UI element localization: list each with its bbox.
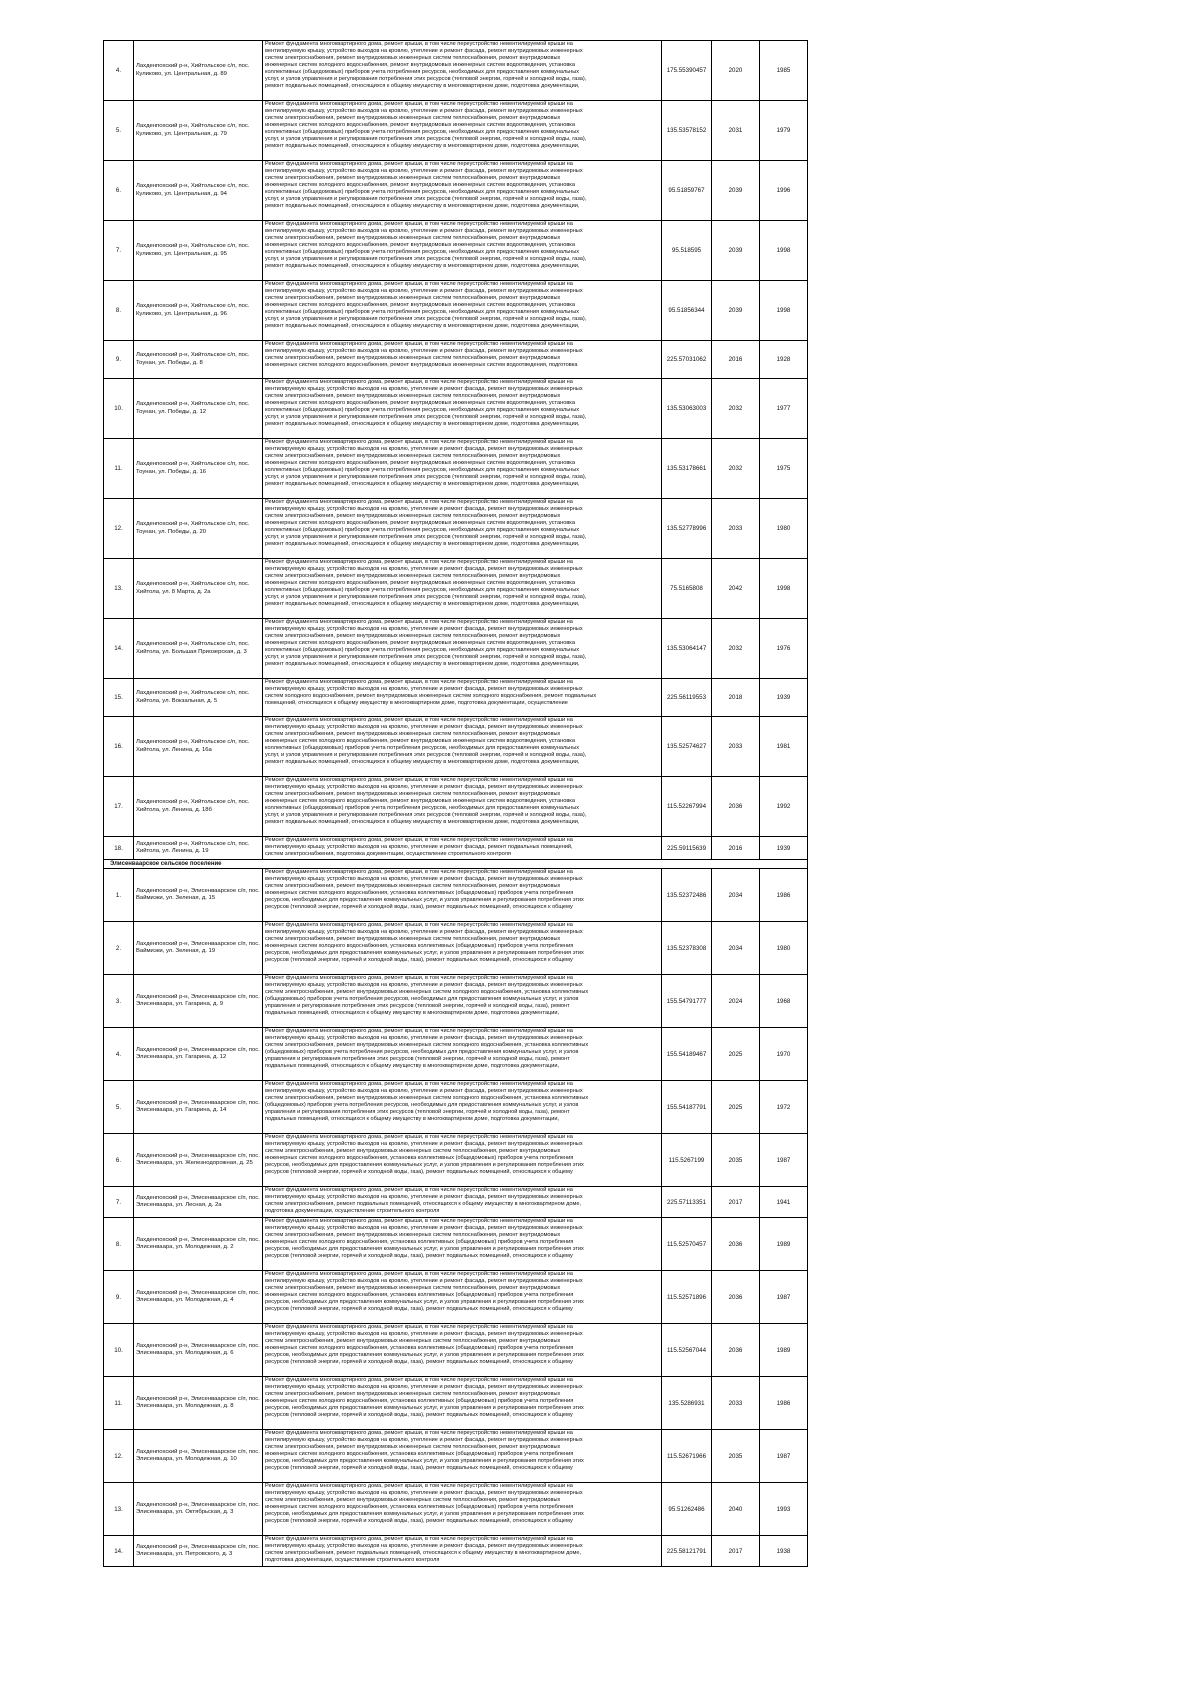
build-year-cell: 1989: [760, 1218, 808, 1271]
cost-cell: 115.52567044: [662, 1324, 712, 1377]
table-row: [104, 1536, 808, 1567]
row-number: 8.: [104, 1218, 134, 1271]
build-year-cell: 1998: [760, 281, 808, 341]
row-number: 15.: [104, 679, 134, 717]
row-number: 9.: [104, 341, 134, 379]
row-number: 7.: [104, 221, 134, 281]
table-row: [104, 1028, 808, 1081]
works-description-cell: Ремонт фундамента многоквартирного дома, ремонт крыши, в том числе переустройство невентилируемой крыши на вентилируемую крышу, устройство выходов на кровлю, утепление и ремонт фасада, ремонт внутридомовых инженерных систем электроснабжения, ремонт внутридомовых инженерных систем теплоснабжения, ремонт внутридомовых инженерных систем холодного водоснабжения, ремонт внутридомовых инженерных систем водоотведения, установка коллективных (общедомовых) приборов учета потребления ресурсов, необходимых для предоставления коммунальных услуг, и узлов управления и регулирования потребления этих ресурсов (тепловой энергии, горячей и холодной воды, газа), ремонт подвальных помещений, относящихся к общему имуществу в многоквартирном доме, подготовка документации,: [263, 101, 662, 161]
planned-year-cell: 2017: [712, 1187, 760, 1218]
planned-year-cell: 2036: [712, 1271, 760, 1324]
table-row: [104, 341, 808, 379]
cost-cell: 225.57031062: [662, 341, 712, 379]
cost-cell: 155.54189467: [662, 1028, 712, 1081]
table-row: [104, 1377, 808, 1430]
works-description-cell: Ремонт фундамента многоквартирного дома, ремонт крыши, в том числе переустройство невентилируемой крыши на вентилируемую крышу, устройство выходов на кровлю, утепление и ремонт фасада, ремонт внутридомовых инженерных систем электроснабжения, ремонт внутридомовых инженерных систем теплоснабжения, ремонт внутридомовых инженерных систем холодного водоснабжения, установка коллективных (общедомовых) приборов учета потребления ресурсов, необходимых для предоставления коммунальных услуг, и узлов управления и регулирования потребления этих ресурсов (тепловой энергии, горячей и холодной воды, газа), ремонт подвальных помещений, относящихся к общему: [263, 1483, 662, 1536]
works-description-cell: Ремонт фундамента многоквартирного дома, ремонт крыши, в том числе переустройство невентилируемой крыши на вентилируемую крышу, устройство выходов на кровлю, утепление и ремонт фасада, ремонт внутридомовых инженерных систем электроснабжения, ремонт подвальных помещений, относящихся к общему имуществу в многоквартирном доме, подготовка документации, осуществление строительного контроля: [263, 1187, 662, 1218]
build-year-cell: 1928: [760, 341, 808, 379]
row-number: 5.: [104, 1081, 134, 1134]
works-description-cell: Ремонт фундамента многоквартирного дома, ремонт крыши, в том числе переустройство невентилируемой крыши на вентилируемую крышу, устройство выходов на кровлю, утепление и ремонт фасада, ремонт внутридомовых инженерных систем электроснабжения, ремонт внутридомовых инженерных систем теплоснабжения, ремонт внутридомовых инженерных систем холодного водоснабжения, ремонт внутридомовых инженерных систем водоотведения, установка коллективных (общедомовых) приборов учета потребления ресурсов, необходимых для предоставления коммунальных услуг, и узлов управления и регулирования потребления этих ресурсов (тепловой энергии, горячей и холодной воды, газа), ремонт подвальных помещений, относящихся к общему имуществу в многоквартирном доме, подготовка документации,: [263, 41, 662, 101]
cost-cell: 95.51859767: [662, 161, 712, 221]
works-description-cell: Ремонт фундамента многоквартирного дома, ремонт крыши, в том числе переустройство невентилируемой крыши на вентилируемую крышу, устройство выходов на кровлю, утепление и ремонт фасада, ремонт внутридомовых инженерных систем электроснабжения, ремонт внутридомовых инженерных систем теплоснабжения, ремонт внутридомовых инженерных систем холодного водоснабжения, установка коллективных (общедомовых) приборов учета потребления ресурсов, необходимых для предоставления коммунальных услуг, и узлов управления и регулирования потребления этих ресурсов (тепловой энергии, горячей и холодной воды, газа), ремонт подвальных помещений, относящихся к общему: [263, 1271, 662, 1324]
table-row: [104, 1081, 808, 1134]
row-number: 7.: [104, 1187, 134, 1218]
address-cell: Лахденпохский р-н, Хийтольское с/п, пос. Тоунан, ул. Победы, д. 12: [134, 379, 263, 439]
row-number: 11.: [104, 439, 134, 499]
build-year-cell: 1987: [760, 1134, 808, 1187]
cost-cell: 135.53063003: [662, 379, 712, 439]
address-cell: Лахденпохский р-н, Хийтольское с/п, пос. Куликово, ул. Центральная, д. 95: [134, 221, 263, 281]
planned-year-cell: 2036: [712, 1324, 760, 1377]
table-row: [104, 379, 808, 439]
cost-cell: 115.5267199: [662, 1134, 712, 1187]
address-cell: Лахденпохский р-н, Элисенваарское с/п, пос. Элисенваара, ул. Молодежная, д. 10: [134, 1430, 263, 1483]
address-cell: Лахденпохский р-н, Хийтольское с/п, пос. Куликово, ул. Центральная, д. 79: [134, 101, 263, 161]
cost-cell: 115.52570457: [662, 1218, 712, 1271]
table-row: [104, 1187, 808, 1218]
row-number: 14.: [104, 1536, 134, 1567]
cost-cell: 225.56119553: [662, 679, 712, 717]
address-cell: Лахденпохский р-н, Хийтольское с/п, пос. Тоунан, ул. Победы, д. 20: [134, 499, 263, 559]
table-row: [104, 559, 808, 619]
table-row: [104, 499, 808, 559]
cost-cell: 225.57113351: [662, 1187, 712, 1218]
works-description-cell: Ремонт фундамента многоквартирного дома, ремонт крыши, в том числе переустройство невентилируемой крыши на вентилируемую крышу, устройство выходов на кровлю, утепление и ремонт фасада, ремонт внутридомовых инженерных систем электроснабжения, ремонт внутридомовых инженерных систем теплоснабжения, ремонт внутридомовых инженерных систем холодного водоснабжения, установка коллективных (общедомовых) приборов учета потребления ресурсов, необходимых для предоставления коммунальных услуг, и узлов управления и регулирования потребления этих ресурсов (тепловой энергии, горячей и холодной воды, газа), ремонт подвальных помещений, относящихся к общему: [263, 869, 662, 922]
table-body-elisenvaara: [104, 869, 808, 1567]
cost-cell: 155.54791777: [662, 975, 712, 1028]
planned-year-cell: 2031: [712, 101, 760, 161]
table-row: [104, 717, 808, 777]
row-number: 12.: [104, 499, 134, 559]
works-description-cell: Ремонт фундамента многоквартирного дома, ремонт крыши, в том числе переустройство невентилируемой крыши на вентилируемую крышу, устройство выходов на кровлю, утепление и ремонт фасада, ремонт внутридомовых инженерных систем электроснабжения, ремонт внутридомовых инженерных систем холодного водоснабжения, установка коллективных (общедомовых) приборов учета потребления ресурсов, необходимых для предоставления коммунальных услуг, и узлов управления и регулирования потребления этих ресурсов (тепловой энергии, горячей и холодной воды, газа), ремонт подвальных помещений, относящихся к общему имуществу в многоквартирном доме, подготовка документации,: [263, 975, 662, 1028]
planned-year-cell: 2025: [712, 1081, 760, 1134]
table-row: [104, 221, 808, 281]
table-row: [104, 922, 808, 975]
planned-year-cell: 2039: [712, 161, 760, 221]
cost-cell: 135.53178661: [662, 439, 712, 499]
address-cell: Лахденпохский р-н, Элисенваарское с/п, пос. Ваймиэки, ул. Зеленая, д. 15: [134, 869, 263, 922]
row-number: 1.: [104, 869, 134, 922]
build-year-cell: 1970: [760, 1028, 808, 1081]
row-number: 2.: [104, 922, 134, 975]
planned-year-cell: 2033: [712, 717, 760, 777]
section-header: [104, 860, 808, 869]
cost-cell: 175.55390457: [662, 41, 712, 101]
row-number: 10.: [104, 379, 134, 439]
build-year-cell: 1972: [760, 1081, 808, 1134]
address-cell: Лахденпохский р-н, Элисенваарское с/п, пос. Элисенваара, ул. Гагарина, д. 9: [134, 975, 263, 1028]
row-number: 9.: [104, 1271, 134, 1324]
planned-year-cell: 2020: [712, 41, 760, 101]
row-number: 3.: [104, 975, 134, 1028]
build-year-cell: 1975: [760, 439, 808, 499]
build-year-cell: 1941: [760, 1187, 808, 1218]
row-number: 12.: [104, 1430, 134, 1483]
build-year-cell: 1987: [760, 1271, 808, 1324]
planned-year-cell: 2036: [712, 1218, 760, 1271]
planned-year-cell: 2024: [712, 975, 760, 1028]
table-row: [104, 1218, 808, 1271]
row-number: 6.: [104, 161, 134, 221]
works-description-cell: Ремонт фундамента многоквартирного дома, ремонт крыши, в том числе переустройство невентилируемой крыши на вентилируемую крышу, устройство выходов на кровлю, утепление и ремонт фасада, ремонт внутридомовых инженерных систем электроснабжения, ремонт внутридомовых инженерных систем холодного водоснабжения, установка коллективных (общедомовых) приборов учета потребления ресурсов, необходимых для предоставления коммунальных услуг, и узлов управления и регулирования потребления этих ресурсов (тепловой энергии, горячей и холодной воды, газа), ремонт подвальных помещений, относящихся к общему имуществу в многоквартирном доме, подготовка документации,: [263, 1081, 662, 1134]
address-cell: Лахденпохский р-н, Элисенваарское с/п, пос. Элисенваара, ул. Октябрьская, д. 3: [134, 1483, 263, 1536]
section-title: Элисенваарское сельское поселение: [104, 860, 808, 869]
planned-year-cell: 2018: [712, 679, 760, 717]
cost-cell: 135.53578152: [662, 101, 712, 161]
address-cell: Лахденпохский р-н, Хийтольское с/п, пос. Тоунан, ул. Победы, д. 8: [134, 341, 263, 379]
address-cell: Лахденпохский р-н, Хийтольское с/п, пос. Куликово, ул. Центральная, д. 89: [134, 41, 263, 101]
build-year-cell: 1985: [760, 41, 808, 101]
build-year-cell: 1989: [760, 1324, 808, 1377]
row-number: 5.: [104, 101, 134, 161]
cost-cell: 135.5286931: [662, 1377, 712, 1430]
planned-year-cell: 2039: [712, 281, 760, 341]
table-row: [104, 869, 808, 922]
planned-year-cell: 2033: [712, 499, 760, 559]
build-year-cell: 1939: [760, 679, 808, 717]
address-cell: Лахденпохский р-н, Элисенваарское с/п, пос. Элисенваара, ул. Петровского, д. 3: [134, 1536, 263, 1567]
cost-cell: 115.52267994: [662, 777, 712, 837]
cost-cell: 115.52571896: [662, 1271, 712, 1324]
row-number: 17.: [104, 777, 134, 837]
works-description-cell: Ремонт фундамента многоквартирного дома, ремонт крыши, в том числе переустройство невентилируемой крыши на вентилируемую крышу, устройство выходов на кровлю, утепление и ремонт фасада, ремонт внутридомовых инженерных систем электроснабжения, ремонт внутридомовых инженерных систем теплоснабжения, ремонт внутридомовых инженерных систем холодного водоснабжения, ремонт внутридомовых инженерных систем водоотведения, подготовка: [263, 341, 662, 379]
table-row: [104, 777, 808, 837]
build-year-cell: 1996: [760, 161, 808, 221]
planned-year-cell: 2032: [712, 379, 760, 439]
table-row: [104, 975, 808, 1028]
works-description-cell: Ремонт фундамента многоквартирного дома, ремонт крыши, в том числе переустройство невентилируемой крыши на вентилируемую крышу, устройство выходов на кровлю, утепление и ремонт фасада, ремонт внутридомовых инженерных систем электроснабжения, ремонт внутридомовых инженерных систем теплоснабжения, ремонт внутридомовых инженерных систем холодного водоснабжения, ремонт внутридомовых инженерных систем водоотведения, установка коллективных (общедомовых) приборов учета потребления ресурсов, необходимых для предоставления коммунальных услуг, и узлов управления и регулирования потребления этих ресурсов (тепловой энергии, горячей и холодной воды, газа), ремонт подвальных помещений, относящихся к общему имуществу в многоквартирном доме, подготовка документации,: [263, 619, 662, 679]
works-description-cell: Ремонт фундамента многоквартирного дома, ремонт крыши, в том числе переустройство невентилируемой крыши на вентилируемую крышу, устройство выходов на кровлю, утепление и ремонт фасада, ремонт внутридомовых инженерных систем электроснабжения, ремонт внутридомовых инженерных систем теплоснабжения, ремонт внутридомовых инженерных систем холодного водоснабжения, ремонт внутридомовых инженерных систем водоотведения, установка коллективных (общедомовых) приборов учета потребления ресурсов, необходимых для предоставления коммунальных услуг, и узлов управления и регулирования потребления этих ресурсов (тепловой энергии, горячей и холодной воды, газа), ремонт подвальных помещений, относящихся к общему имуществу в многоквартирном доме, подготовка документации,: [263, 281, 662, 341]
address-cell: Лахденпохский р-н, Хийтольское с/п, пос. Хийтола, ул. Ленина, д. 19: [134, 837, 263, 860]
planned-year-cell: 2017: [712, 1536, 760, 1567]
works-description-cell: Ремонт фундамента многоквартирного дома, ремонт крыши, в том числе переустройство невентилируемой крыши на вентилируемую крышу, устройство выходов на кровлю, утепление и ремонт фасада, ремонт внутридомовых инженерных систем электроснабжения, ремонт внутридомовых инженерных систем теплоснабжения, ремонт внутридомовых инженерных систем холодного водоснабжения, установка коллективных (общедомовых) приборов учета потребления ресурсов, необходимых для предоставления коммунальных услуг, и узлов управления и регулирования потребления этих ресурсов (тепловой энергии, горячей и холодной воды, газа), ремонт подвальных помещений, относящихся к общему: [263, 1377, 662, 1430]
cost-cell: 95.51856344: [662, 281, 712, 341]
planned-year-cell: 2025: [712, 1028, 760, 1081]
works-description-cell: Ремонт фундамента многоквартирного дома, ремонт крыши, в том числе переустройство невентилируемой крыши на вентилируемую крышу, устройство выходов на кровлю, утепление и ремонт фасада, ремонт внутридомовых инженерных систем холодного водоснабжения, ремонт внутридомовых инженерных систем холодного водоснабжения, ремонт подвальных помещений, относящихся к общему имуществу в многоквартирном доме, подготовка документации, осуществление: [263, 679, 662, 717]
build-year-cell: 1986: [760, 869, 808, 922]
row-number: 18.: [104, 837, 134, 860]
address-cell: Лахденпохский р-н, Хийтольское с/п, пос. Тоунан, ул. Победы, д. 16: [134, 439, 263, 499]
table-row: [104, 1271, 808, 1324]
table-row: [104, 161, 808, 221]
build-year-cell: 1977: [760, 379, 808, 439]
planned-year-cell: 2036: [712, 777, 760, 837]
cost-cell: 135.52574627: [662, 717, 712, 777]
build-year-cell: 1998: [760, 221, 808, 281]
planned-year-cell: 2034: [712, 869, 760, 922]
planned-year-cell: 2040: [712, 1483, 760, 1536]
row-number: 6.: [104, 1134, 134, 1187]
works-description-cell: Ремонт фундамента многоквартирного дома, ремонт крыши, в том числе переустройство невентилируемой крыши на вентилируемую крышу, устройство выходов на кровлю, утепление и ремонт фасада, ремонт внутридомовых инженерных систем электроснабжения, ремонт внутридомовых инженерных систем теплоснабжения, ремонт внутридомовых инженерных систем холодного водоснабжения, ремонт внутридомовых инженерных систем водоотведения, установка коллективных (общедомовых) приборов учета потребления ресурсов, необходимых для предоставления коммунальных услуг, и узлов управления и регулирования потребления этих ресурсов (тепловой энергии, горячей и холодной воды, газа), ремонт подвальных помещений, относящихся к общему имуществу в многоквартирном доме, подготовка документации,: [263, 221, 662, 281]
cost-cell: 95.51262486: [662, 1483, 712, 1536]
row-number: 4.: [104, 41, 134, 101]
cost-cell: 135.52372486: [662, 869, 712, 922]
works-description-cell: Ремонт фундамента многоквартирного дома, ремонт крыши, в том числе переустройство невентилируемой крыши на вентилируемую крышу, устройство выходов на кровлю, утепление и ремонт фасада, ремонт внутридомовых инженерных систем электроснабжения, ремонт внутридомовых инженерных систем теплоснабжения, ремонт внутридомовых инженерных систем холодного водоснабжения, установка коллективных (общедомовых) приборов учета потребления ресурсов, необходимых для предоставления коммунальных услуг, и узлов управления и регулирования потребления этих ресурсов (тепловой энергии, горячей и холодной воды, газа), ремонт подвальных помещений, относящихся к общему: [263, 1430, 662, 1483]
address-cell: Лахденпохский р-н, Элисенваарское с/п, пос. Элисенваара, ул. Молодежная, д. 2: [134, 1218, 263, 1271]
section-row: [104, 860, 808, 869]
address-cell: Лахденпохский р-н, Элисенваарское с/п, пос. Элисенваара, ул. Лесная, д. 2а: [134, 1187, 263, 1218]
row-number: 13.: [104, 1483, 134, 1536]
cost-cell: 75.5165808: [662, 559, 712, 619]
table-row: [104, 1483, 808, 1536]
cost-cell: 135.53064147: [662, 619, 712, 679]
address-cell: Лахденпохский р-н, Элисенваарское с/п, пос. Ваймиэки, ул. Зеленая, д. 19: [134, 922, 263, 975]
cost-cell: 135.52378308: [662, 922, 712, 975]
works-description-cell: Ремонт фундамента многоквартирного дома, ремонт крыши, в том числе переустройство невентилируемой крыши на вентилируемую крышу, устройство выходов на кровлю, утепление и ремонт фасада, ремонт внутридомовых инженерных систем электроснабжения, ремонт внутридомовых инженерных систем теплоснабжения, ремонт внутридомовых инженерных систем холодного водоснабжения, установка коллективных (общедомовых) приборов учета потребления ресурсов, необходимых для предоставления коммунальных услуг, и узлов управления и регулирования потребления этих ресурсов (тепловой энергии, горячей и холодной воды, газа), ремонт подвальных помещений, относящихся к общему: [263, 1324, 662, 1377]
build-year-cell: 1968: [760, 975, 808, 1028]
works-description-cell: Ремонт фундамента многоквартирного дома, ремонт крыши, в том числе переустройство невентилируемой крыши на вентилируемую крышу, устройство выходов на кровлю, утепление и ремонт фасада, ремонт внутридомовых инженерных систем электроснабжения, ремонт внутридомовых инженерных систем теплоснабжения, ремонт внутридомовых инженерных систем холодного водоснабжения, ремонт внутридомовых инженерных систем водоотведения, установка коллективных (общедомовых) приборов учета потребления ресурсов, необходимых для предоставления коммунальных услуг, и узлов управления и регулирования потребления этих ресурсов (тепловой энергии, горячей и холодной воды, газа), ремонт подвальных помещений, относящихся к общему имуществу в многоквартирном доме, подготовка документации,: [263, 559, 662, 619]
build-year-cell: 1986: [760, 1377, 808, 1430]
row-number: 13.: [104, 559, 134, 619]
planned-year-cell: 2042: [712, 559, 760, 619]
build-year-cell: 1980: [760, 499, 808, 559]
row-number: 4.: [104, 1028, 134, 1081]
planned-year-cell: 2032: [712, 619, 760, 679]
planned-year-cell: 2033: [712, 1377, 760, 1430]
table-row: [104, 101, 808, 161]
cost-cell: 155.54187791: [662, 1081, 712, 1134]
planned-year-cell: 2034: [712, 922, 760, 975]
address-cell: Лахденпохский р-н, Элисенваарское с/п, пос. Элисенваара, ул. Молодежная, д. 6: [134, 1324, 263, 1377]
cost-cell: 115.52671966: [662, 1430, 712, 1483]
build-year-cell: 1993: [760, 1483, 808, 1536]
build-year-cell: 1998: [760, 559, 808, 619]
build-year-cell: 1976: [760, 619, 808, 679]
works-description-cell: Ремонт фундамента многоквартирного дома, ремонт крыши, в том числе переустройство невентилируемой крыши на вентилируемую крышу, устройство выходов на кровлю, утепление и ремонт фасада, ремонт внутридомовых инженерных систем электроснабжения, ремонт подвальных помещений, относящихся к общему имуществу в многоквартирном доме, подготовка документации, осуществление строительного контроля: [263, 1536, 662, 1567]
build-year-cell: 1987: [760, 1430, 808, 1483]
row-number: 14.: [104, 619, 134, 679]
works-description-cell: Ремонт фундамента многоквартирного дома, ремонт крыши, в том числе переустройство невентилируемой крыши на вентилируемую крышу, устройство выходов на кровлю, утепление и ремонт фасада, ремонт внутридомовых инженерных систем электроснабжения, ремонт внутридомовых инженерных систем теплоснабжения, ремонт внутридомовых инженерных систем холодного водоснабжения, ремонт внутридомовых инженерных систем водоотведения, установка коллективных (общедомовых) приборов учета потребления ресурсов, необходимых для предоставления коммунальных услуг, и узлов управления и регулирования потребления этих ресурсов (тепловой энергии, горячей и холодной воды, газа), ремонт подвальных помещений, относящихся к общему имуществу в многоквартирном доме, подготовка документации,: [263, 161, 662, 221]
works-description-cell: Ремонт фундамента многоквартирного дома, ремонт крыши, в том числе переустройство невентилируемой крыши на вентилируемую крышу, устройство выходов на кровлю, утепление и ремонт фасада, ремонт внутридомовых инженерных систем электроснабжения, ремонт внутридомовых инженерных систем теплоснабжения, ремонт внутридомовых инженерных систем холодного водоснабжения, установка коллективных (общедомовых) приборов учета потребления ресурсов, необходимых для предоставления коммунальных услуг, и узлов управления и регулирования потребления этих ресурсов (тепловой энергии, горячей и холодной воды, газа), ремонт подвальных помещений, относящихся к общему: [263, 1134, 662, 1187]
planned-year-cell: 2016: [712, 837, 760, 860]
table-row: [104, 439, 808, 499]
table-row: [104, 679, 808, 717]
address-cell: Лахденпохский р-н, Хийтольское с/п, пос. Хийтола, ул. Ленина, д. 16а: [134, 717, 263, 777]
address-cell: Лахденпохский р-н, Хийтольское с/п, пос. Хийтола, ул. Большая Приозерская, д. 3: [134, 619, 263, 679]
works-description-cell: Ремонт фундамента многоквартирного дома, ремонт крыши, в том числе переустройство невентилируемой крыши на вентилируемую крышу, устройство выходов на кровлю, утепление и ремонт фасада, ремонт внутридомовых инженерных систем электроснабжения, ремонт внутридомовых инженерных систем теплоснабжения, ремонт внутридомовых инженерных систем холодного водоснабжения, ремонт внутридомовых инженерных систем водоотведения, установка коллективных (общедомовых) приборов учета потребления ресурсов, необходимых для предоставления коммунальных услуг, и узлов управления и регулирования потребления этих ресурсов (тепловой энергии, горячей и холодной воды, газа), ремонт подвальных помещений, относящихся к общему имуществу в многоквартирном доме, подготовка документации,: [263, 717, 662, 777]
works-description-cell: Ремонт фундамента многоквартирного дома, ремонт крыши, в том числе переустройство невентилируемой крыши на вентилируемую крышу, устройство выходов на кровлю, утепление и ремонт фасада, ремонт внутридомовых инженерных систем электроснабжения, ремонт внутридомовых инженерных систем теплоснабжения, ремонт внутридомовых инженерных систем холодного водоснабжения, ремонт внутридомовых инженерных систем водоотведения, установка коллективных (общедомовых) приборов учета потребления ресурсов, необходимых для предоставления коммунальных услуг, и узлов управления и регулирования потребления этих ресурсов (тепловой энергии, горячей и холодной воды, газа), ремонт подвальных помещений, относящихся к общему имуществу в многоквартирном доме, подготовка документации,: [263, 499, 662, 559]
address-cell: Лахденпохский р-н, Хийтольское с/п, пос. Куликово, ул. Центральная, д. 94: [134, 161, 263, 221]
planned-year-cell: 2016: [712, 341, 760, 379]
cost-cell: 135.52778996: [662, 499, 712, 559]
works-description-cell: Ремонт фундамента многоквартирного дома, ремонт крыши, в том числе переустройство невентилируемой крыши на вентилируемую крышу, устройство выходов на кровлю, утепление и ремонт фасада, ремонт внутридомовых инженерных систем электроснабжения, ремонт внутридомовых инженерных систем теплоснабжения, ремонт внутридомовых инженерных систем холодного водоснабжения, ремонт внутридомовых инженерных систем водоотведения, установка коллективных (общедомовых) приборов учета потребления ресурсов, необходимых для предоставления коммунальных услуг, и узлов управления и регулирования потребления этих ресурсов (тепловой энергии, горячей и холодной воды, газа), ремонт подвальных помещений, относящихся к общему имуществу в многоквартирном доме, подготовка документации,: [263, 777, 662, 837]
address-cell: Лахденпохский р-н, Элисенваарское с/п, пос. Элисенваара, ул. Гагарина, д. 12: [134, 1028, 263, 1081]
address-cell: Лахденпохский р-н, Элисенваарское с/п, пос. Элисенваара, ул. Железнодорожная, д. 25: [134, 1134, 263, 1187]
table-row: [104, 1430, 808, 1483]
cost-cell: 225.59115639: [662, 837, 712, 860]
capital-repair-table: [103, 40, 808, 1567]
table-row: [104, 619, 808, 679]
works-description-cell: Ремонт фундамента многоквартирного дома, ремонт крыши, в том числе переустройство невентилируемой крыши на вентилируемую крышу, устройство выходов на кровлю, утепление и ремонт фасада, ремонт внутридомовых инженерных систем электроснабжения, ремонт внутридомовых инженерных систем теплоснабжения, ремонт внутридомовых инженерных систем холодного водоснабжения, установка коллективных (общедомовых) приборов учета потребления ресурсов, необходимых для предоставления коммунальных услуг, и узлов управления и регулирования потребления этих ресурсов (тепловой энергии, горячей и холодной воды, газа), ремонт подвальных помещений, относящихся к общему: [263, 1218, 662, 1271]
build-year-cell: 1981: [760, 717, 808, 777]
row-number: 16.: [104, 717, 134, 777]
address-cell: Лахденпохский р-н, Хийтольское с/п, пос. Хийтола, ул. Вокзальная, д. 5: [134, 679, 263, 717]
table-row: [104, 837, 808, 860]
planned-year-cell: 2035: [712, 1430, 760, 1483]
cost-cell: 225.58121791: [662, 1536, 712, 1567]
build-year-cell: 1980: [760, 922, 808, 975]
build-year-cell: 1979: [760, 101, 808, 161]
table-body-khiytola: [104, 41, 808, 860]
planned-year-cell: 2032: [712, 439, 760, 499]
address-cell: Лахденпохский р-н, Хийтольское с/п, пос. Куликово, ул. Центральная, д. 96: [134, 281, 263, 341]
table-row: [104, 1134, 808, 1187]
table-row: [104, 1324, 808, 1377]
works-description-cell: Ремонт фундамента многоквартирного дома, ремонт крыши, в том числе переустройство невентилируемой крыши на вентилируемую крышу, устройство выходов на кровлю, утепление и ремонт фасада, ремонт внутридомовых инженерных систем электроснабжения, ремонт внутридомовых инженерных систем холодного водоснабжения, установка коллективных (общедомовых) приборов учета потребления ресурсов, необходимых для предоставления коммунальных услуг, и узлов управления и регулирования потребления этих ресурсов (тепловой энергии, горячей и холодной воды, газа), ремонт подвальных помещений, относящихся к общему имуществу в многоквартирном доме, подготовка документации,: [263, 1028, 662, 1081]
document-page: [103, 40, 807, 1567]
table-row: [104, 41, 808, 101]
build-year-cell: 1939: [760, 837, 808, 860]
planned-year-cell: 2035: [712, 1134, 760, 1187]
works-description-cell: Ремонт фундамента многоквартирного дома, ремонт крыши, в том числе переустройство невентилируемой крыши на вентилируемую крышу, устройство выходов на кровлю, утепление и ремонт фасада, ремонт внутридомовых инженерных систем электроснабжения, ремонт внутридомовых инженерных систем теплоснабжения, ремонт внутридомовых инженерных систем холодного водоснабжения, ремонт внутридомовых инженерных систем водоотведения, установка коллективных (общедомовых) приборов учета потребления ресурсов, необходимых для предоставления коммунальных услуг, и узлов управления и регулирования потребления этих ресурсов (тепловой энергии, горячей и холодной воды, газа), ремонт подвальных помещений, относящихся к общему имуществу в многоквартирном доме, подготовка документации,: [263, 379, 662, 439]
address-cell: Лахденпохский р-н, Элисенваарское с/п, пос. Элисенваара, ул. Молодежная, д. 4: [134, 1271, 263, 1324]
address-cell: Лахденпохский р-н, Хийтольское с/п, пос. Хийтола, ул. Ленина, д. 18б: [134, 777, 263, 837]
address-cell: Лахденпохский р-н, Элисенваарское с/п, пос. Элисенваара, ул. Молодежная, д. 8: [134, 1377, 263, 1430]
planned-year-cell: 2039: [712, 221, 760, 281]
works-description-cell: Ремонт фундамента многоквартирного дома, ремонт крыши, в том числе переустройство невентилируемой крыши на вентилируемую крышу, устройство выходов на кровлю, утепление и ремонт фасада, ремонт внутридомовых инженерных систем электроснабжения, ремонт внутридомовых инженерных систем теплоснабжения, ремонт внутридомовых инженерных систем холодного водоснабжения, ремонт внутридомовых инженерных систем водоотведения, установка коллективных (общедомовых) приборов учета потребления ресурсов, необходимых для предоставления коммунальных услуг, и узлов управления и регулирования потребления этих ресурсов (тепловой энергии, горячей и холодной воды, газа), ремонт подвальных помещений, относящихся к общему имуществу в многоквартирном доме, подготовка документации,: [263, 439, 662, 499]
build-year-cell: 1992: [760, 777, 808, 837]
row-number: 11.: [104, 1377, 134, 1430]
address-cell: Лахденпохский р-н, Хийтольское с/п, пос. Хийтола, ул. 8 Марта, д. 2а: [134, 559, 263, 619]
works-description-cell: Ремонт фундамента многоквартирного дома, ремонт крыши, в том числе переустройство невентилируемой крыши на вентилируемую крышу, устройство выходов на кровлю, утепление и ремонт фасада, ремонт подвальных помещений, систем электроснабжения, подготовка документации, осуществление строительного контроля: [263, 837, 662, 860]
works-description-cell: Ремонт фундамента многоквартирного дома, ремонт крыши, в том числе переустройство невентилируемой крыши на вентилируемую крышу, устройство выходов на кровлю, утепление и ремонт фасада, ремонт внутридомовых инженерных систем электроснабжения, ремонт внутридомовых инженерных систем теплоснабжения, ремонт внутридомовых инженерных систем холодного водоснабжения, установка коллективных (общедомовых) приборов учета потребления ресурсов, необходимых для предоставления коммунальных услуг, и узлов управления и регулирования потребления этих ресурсов (тепловой энергии, горячей и холодной воды, газа), ремонт подвальных помещений, относящихся к общему: [263, 922, 662, 975]
row-number: 8.: [104, 281, 134, 341]
address-cell: Лахденпохский р-н, Элисенваарское с/п, пос. Элисенваара, ул. Гагарина, д. 14: [134, 1081, 263, 1134]
cost-cell: 95.518595: [662, 221, 712, 281]
build-year-cell: 1938: [760, 1536, 808, 1567]
table-row: [104, 281, 808, 341]
row-number: 10.: [104, 1324, 134, 1377]
